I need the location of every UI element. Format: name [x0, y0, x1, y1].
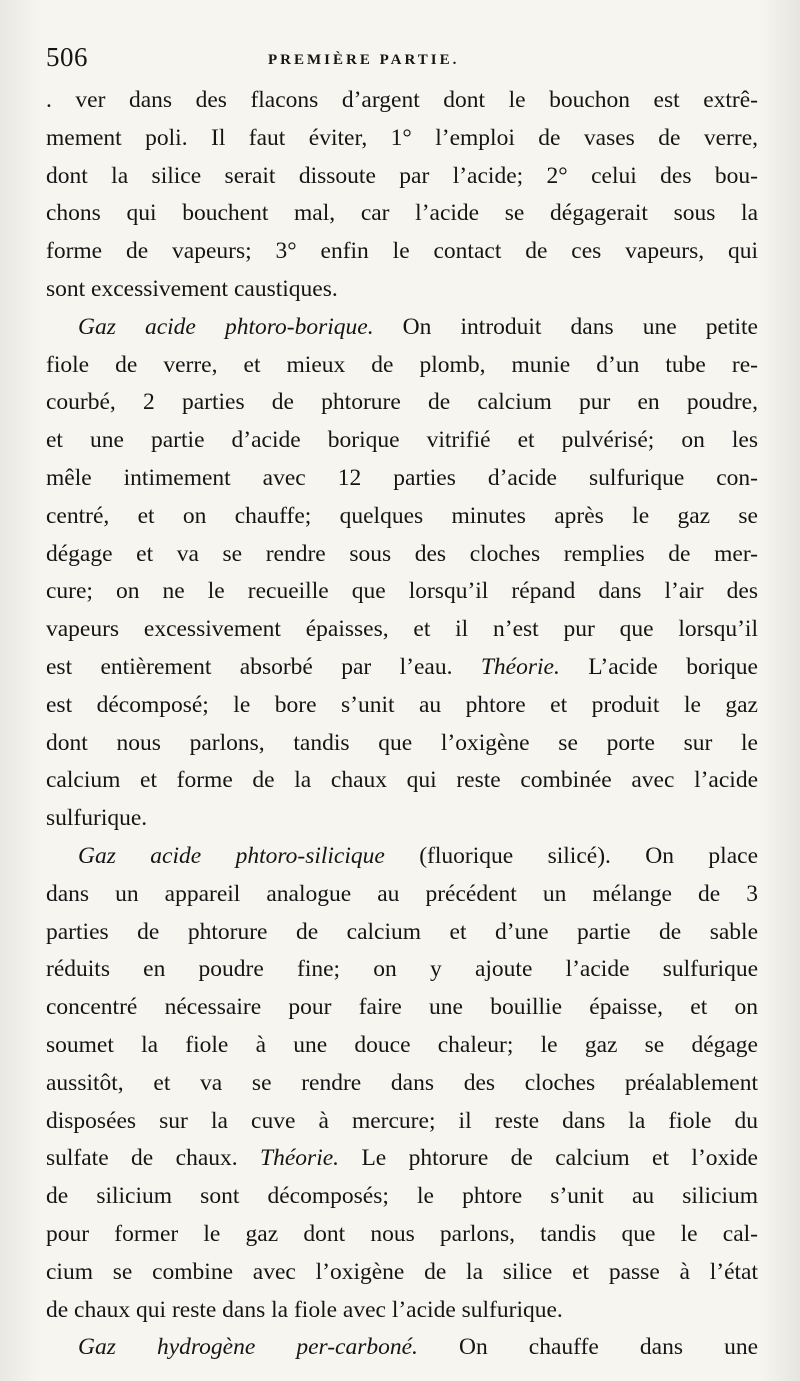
- text-line: [46, 649, 758, 687]
- italic-term: Théorie.: [260, 1145, 340, 1172]
- text-line: [46, 725, 758, 763]
- text-run: Le phtorure de calcium et l’oxide: [339, 1145, 758, 1172]
- text-line: [46, 1027, 758, 1065]
- text-run: et une partie d’acide borique vitrifié et pulvérisé; on les: [46, 427, 758, 454]
- text-run: disposées sur la cuve à mercure; il reste dans la fiole du: [46, 1107, 758, 1134]
- text-run: parties de phtorure de calcium et d’une partie de sable: [46, 918, 758, 945]
- text-line: [46, 611, 758, 649]
- text-run: dont nous parlons, tandis que l’oxigène se porte sur le: [46, 729, 758, 756]
- text-run: vapeurs excessivement épaisses, et il n’est pur que lorsqu’il: [46, 616, 758, 643]
- text-run: concentré nécessaire pour faire une bouillie épaisse, et on: [46, 994, 758, 1021]
- text-run: cure; on ne le recueille que lorsqu’il répand dans l’air des: [46, 578, 758, 605]
- text-run: sulfate de chaux.: [46, 1145, 261, 1172]
- text-run: pour former le gaz dont nous parlons, tandis que le cal-: [46, 1220, 758, 1247]
- text-run: . ver dans des flacons d’argent dont le bouchon est extrê-: [46, 87, 758, 113]
- text-line: [46, 422, 758, 460]
- body-text: [46, 82, 758, 1367]
- text-run: On chauffe dans une: [417, 1334, 758, 1361]
- text-run: forme de vapeurs; 3° enfin le contact de ces vapeurs, qui: [46, 238, 758, 265]
- running-title: PREMIÈRE PARTIE.: [268, 52, 460, 68]
- italic-term: Gaz acide phtoro-borique.: [78, 313, 374, 340]
- text-line: [46, 498, 758, 536]
- text-run: aussitôt, et va se rendre dans des cloches préalablement: [46, 1069, 758, 1096]
- text-run: mêle intimement avec 12 parties d’acide sulfurique con-: [46, 464, 758, 491]
- text-run: sont excessivement caustiques.: [46, 275, 338, 302]
- text-line: [46, 1178, 758, 1216]
- text-line: [46, 914, 758, 952]
- text-run: est décomposé; le bore s’unit au phtore et produit le gaz: [46, 691, 758, 718]
- text-run: dont la silice serait dissoute par l’acide; 2° celui des bou-: [46, 162, 758, 189]
- text-run: réduits en poudre fine; on y ajoute l’acide sulfurique: [46, 956, 758, 983]
- text-line: [46, 536, 758, 574]
- text-run: de silicium sont décomposés; le phtore s’unit au silicium: [46, 1183, 758, 1210]
- text-line: [46, 1329, 758, 1367]
- text-line: [46, 460, 758, 498]
- text-line: [46, 120, 758, 158]
- text-run: (fluorique silicé). On place: [384, 842, 758, 869]
- text-line: [46, 838, 758, 876]
- text-line: [46, 1292, 758, 1330]
- text-line: [46, 573, 758, 611]
- text-line: [46, 309, 758, 347]
- text-run: On introduit dans une petite: [373, 313, 758, 340]
- text-line: [46, 233, 758, 271]
- text-run: soumet la fiole à une douce chaleur; le gaz se dégage: [46, 1031, 758, 1058]
- text-line: [46, 1065, 758, 1103]
- text-run: dans un appareil analogue au précédent un mélange de 3: [46, 880, 758, 907]
- page-header: [46, 42, 758, 82]
- text-run: courbé, 2 parties de phtorure de calcium pur en poudre,: [46, 389, 758, 416]
- text-run: chons qui bouchent mal, car l’acide se dégagerait sous la: [46, 200, 758, 227]
- text-run: cium se combine avec l’oxigène de la silice et passe à l’état: [46, 1258, 758, 1285]
- text-run: L’acide borique: [559, 653, 758, 680]
- text-line: [46, 1103, 758, 1141]
- text-line: [46, 1254, 758, 1292]
- text-line: [46, 800, 758, 838]
- text-line: [46, 1140, 758, 1178]
- text-line: [46, 951, 758, 989]
- text-run: centré, et on chauffe; quelques minutes après le gaz se: [46, 502, 758, 529]
- text-line: [46, 989, 758, 1027]
- page-number: 506: [46, 42, 88, 72]
- italic-term: Gaz acide phtoro-silicique: [78, 842, 385, 869]
- text-line: [46, 195, 758, 233]
- text-run: mement poli. Il faut éviter, 1° l’emploi de vases de verre,: [46, 124, 758, 151]
- text-line: [46, 876, 758, 914]
- text-line: [46, 158, 758, 196]
- text-line: [46, 762, 758, 800]
- text-line: [46, 347, 758, 385]
- text-run: calcium et forme de la chaux qui reste combinée avec l’acide: [46, 767, 758, 794]
- italic-term: Théorie.: [480, 653, 560, 680]
- text-line: [46, 82, 758, 120]
- text-run: sulfurique.: [46, 805, 148, 832]
- italic-term: Gaz hydrogène per-carboné.: [78, 1334, 418, 1361]
- text-line: [46, 687, 758, 725]
- text-line: [46, 384, 758, 422]
- text-run: est entièrement absorbé par l’eau.: [46, 653, 481, 680]
- text-run: dégage et va se rendre sous des cloches remplies de mer-: [46, 540, 758, 567]
- text-line: [46, 1216, 758, 1254]
- text-run: de chaux qui reste dans la fiole avec l’acide sulfurique.: [46, 1296, 563, 1323]
- text-line: [46, 271, 758, 309]
- text-run: fiole de verre, et mieux de plomb, munie d’un tube re-: [46, 351, 758, 378]
